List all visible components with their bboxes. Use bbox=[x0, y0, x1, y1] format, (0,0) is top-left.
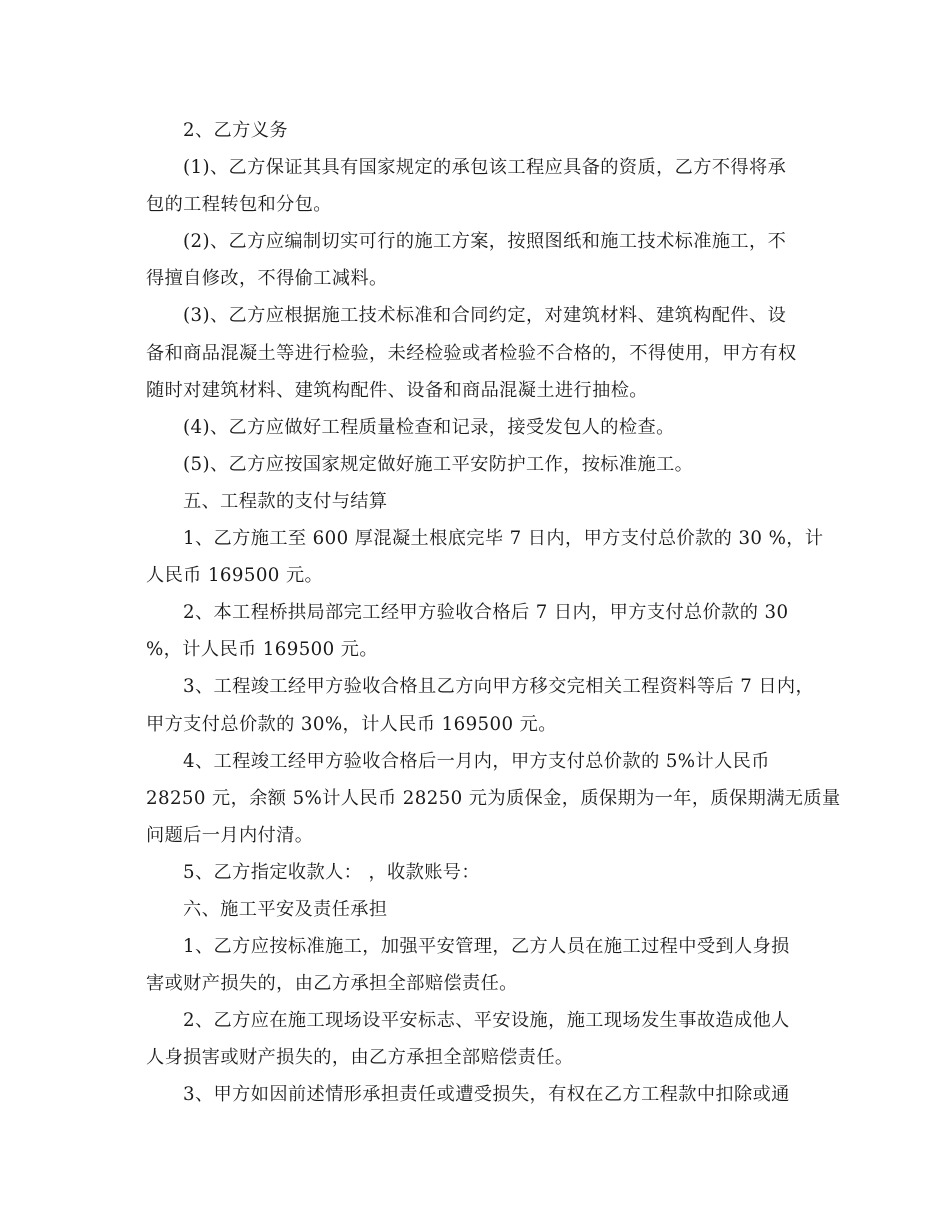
paragraph bbox=[146, 594, 806, 668]
text-line: (2)、乙方应编制切实可行的施工方案，按照图纸和施工技术标准施工，不 bbox=[183, 231, 787, 253]
text-line: 六、施工平安及责任承担 bbox=[183, 898, 388, 920]
paragraph bbox=[146, 446, 806, 483]
paragraph bbox=[146, 112, 806, 149]
text-line: 3、工程竣工经甲方验收合格且乙方向甲方移交完相关工程资料等后 7 日内， bbox=[183, 676, 815, 698]
paragraph bbox=[146, 854, 806, 891]
text-line: 甲方支付总价款的 30%，计人民币 169500 元。 bbox=[146, 713, 557, 735]
text-line: 1、乙方应按标准施工，加强平安管理，乙方人员在施工过程中受到人身损 bbox=[183, 936, 790, 958]
paragraph bbox=[146, 668, 815, 742]
text-line: (5)、乙方应按国家规定做好施工平安防护工作，按标准施工。 bbox=[183, 453, 694, 475]
text-line: 人民币 169500 元。 bbox=[146, 565, 324, 587]
text-line: 3、甲方如因前述情形承担责任或遭受损失，有权在乙方工程款中扣除或通 bbox=[183, 1084, 790, 1106]
text-line: 备和商品混凝土等进行检验，未经检验或者检验不合格的，不得使用，甲方有权 bbox=[146, 342, 797, 364]
text-line: 包的工程转包和分包。 bbox=[146, 194, 332, 216]
text-line: 问题后一月内付清。 bbox=[146, 824, 314, 846]
text-line: 1、乙方施工至 600 厚混凝土根底完毕 7 日内，甲方支付总价款的 30 %，计 bbox=[183, 528, 824, 550]
text-line: (3)、乙方应根据施工技术标准和合同约定，对建筑材料、建筑构配件、设 bbox=[183, 305, 787, 327]
text-line: 2、本工程桥拱局部完工经甲方验收合格后 7 日内，甲方支付总价款的 30 bbox=[183, 602, 789, 624]
text-line: (1)、乙方保证其具有国家规定的承包该工程应具备的资质，乙方不得将承 bbox=[183, 157, 787, 179]
text-line: 4、工程竣工经甲方验收合格后一月内，甲方支付总价款的 5%计人民币 bbox=[183, 750, 770, 772]
paragraph bbox=[146, 409, 806, 446]
text-line: 5、乙方指定收款人： ，收款账号： bbox=[183, 861, 480, 883]
paragraph bbox=[146, 928, 806, 1002]
paragraph bbox=[146, 891, 806, 928]
paragraph bbox=[146, 483, 806, 520]
text-line: 人身损害或财产损失的，由乙方承担全部赔偿责任。 bbox=[146, 1047, 574, 1069]
text-line: 2、乙方义务 bbox=[183, 120, 288, 141]
paragraph bbox=[146, 1002, 806, 1076]
text-line: 五、工程款的支付与结算 bbox=[183, 490, 388, 512]
paragraph bbox=[146, 743, 841, 854]
paragraph bbox=[146, 223, 806, 297]
paragraph bbox=[146, 149, 806, 223]
document-body bbox=[146, 112, 841, 1114]
text-line: 害或财产损失的，由乙方承担全部赔偿责任。 bbox=[146, 973, 518, 995]
text-line: 28250 元，余额 5%计人民币 28250 元为质保金，质保期为一年，质保期满无质量 bbox=[146, 787, 841, 809]
text-line: %，计人民币 169500 元。 bbox=[146, 639, 378, 661]
text-line: 得擅自修改，不得偷工减料。 bbox=[146, 268, 388, 290]
paragraph bbox=[146, 520, 824, 594]
text-line: 2、乙方应在施工现场设平安标志、平安设施，施工现场发生事故造成他人 bbox=[183, 1010, 790, 1032]
text-line: 随时对建筑材料、建筑构配件、设备和商品混凝土进行抽检。 bbox=[146, 379, 648, 401]
paragraph bbox=[146, 1076, 806, 1113]
text-line: (4)、乙方应做好工程质量检查和记录，接受发包人的检查。 bbox=[183, 416, 675, 438]
paragraph bbox=[146, 297, 806, 408]
